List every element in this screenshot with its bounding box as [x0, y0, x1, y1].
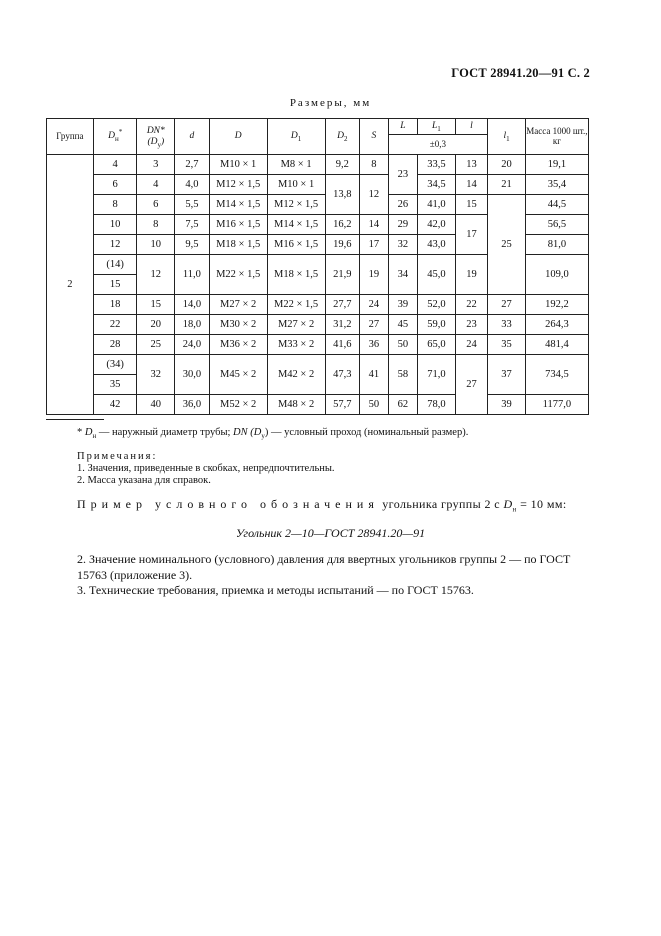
cell-S: 50	[360, 395, 388, 415]
col-L1-header: $L_1$	[418, 119, 456, 135]
cell-mass: 1177,0	[525, 395, 588, 415]
cell-d: 9,5	[175, 235, 210, 255]
cell-mass: 44,5	[525, 195, 588, 215]
cell-D1: M16 × 1,5	[267, 235, 325, 255]
cell-l: 15	[455, 195, 488, 215]
cell-D2: 19,6	[325, 235, 360, 255]
col-D2-header: $D_2$	[325, 119, 360, 155]
cell-L: 62	[388, 395, 417, 415]
col-D1-header: $D_1$	[267, 119, 325, 155]
cell-L1: 78,0	[418, 395, 456, 415]
footnote-divider	[46, 419, 104, 420]
table-row	[47, 195, 589, 215]
cell-S: 41	[360, 355, 388, 395]
cell-S: 8	[360, 155, 388, 175]
cell-S: 14	[360, 215, 388, 235]
cell-l1: 20	[488, 155, 526, 175]
cell-D1: M22 × 1,5	[267, 295, 325, 315]
cell-l: 22	[455, 295, 488, 315]
cell-L1: 65,0	[418, 335, 456, 355]
cell-d: 11,0	[175, 255, 210, 295]
cell-D2: 21,9	[325, 255, 360, 295]
cell-S: 19	[360, 255, 388, 295]
cell-D2: 27,7	[325, 295, 360, 315]
cell-D2: 31,2	[325, 315, 360, 335]
cell-dn: 20	[137, 315, 175, 335]
cell-dn: 40	[137, 395, 175, 415]
cell-dn-outer: 15	[93, 275, 137, 295]
cell-d: 24,0	[175, 335, 210, 355]
cell-d: 18,0	[175, 315, 210, 335]
cell-D: M36 × 2	[209, 335, 267, 355]
cell-D1: M42 × 2	[267, 355, 325, 395]
cell-S: 36	[360, 335, 388, 355]
cell-S: 17	[360, 235, 388, 255]
cell-D: M27 × 2	[209, 295, 267, 315]
cell-dn-outer: (14)	[93, 255, 137, 275]
cell-S: 12	[360, 175, 388, 215]
designation-example: Пример условного обозначения угольника группы 2 с $D_н = 10$ мм:	[77, 497, 567, 514]
cell-mass: 734,5	[525, 355, 588, 395]
cell-D2: 57,7	[325, 395, 360, 415]
cell-D1: M33 × 2	[267, 335, 325, 355]
cell-mass: 192,2	[525, 295, 588, 315]
cell-l1: 21	[488, 175, 526, 195]
cell-d: 30,0	[175, 355, 210, 395]
cell-D: M14 × 1,5	[209, 195, 267, 215]
cell-dn-outer: 35	[93, 375, 137, 395]
cell-D: M52 × 2	[209, 395, 267, 415]
cell-D: M18 × 1,5	[209, 235, 267, 255]
cell-D: M16 × 1,5	[209, 215, 267, 235]
page-header: ГОСТ 28941.20—91 С. 2	[451, 66, 590, 80]
cell-L1: 45,0	[418, 255, 456, 295]
cell-l: 24	[455, 335, 488, 355]
cell-dn: 6	[137, 195, 175, 215]
cell-dn: 10	[137, 235, 175, 255]
tolerance-header: ±0,3	[388, 135, 488, 155]
col-dn-outer-header: $D_н^*$	[93, 119, 137, 155]
cell-l1: 35	[488, 335, 526, 355]
cell-dn: 4	[137, 175, 175, 195]
cell-dn: 12	[137, 255, 175, 295]
cell-L: 34	[388, 255, 417, 295]
cell-L: 29	[388, 215, 417, 235]
cell-dn-outer: 28	[93, 335, 137, 355]
cell-l1: 33	[488, 315, 526, 335]
paragraph-pressure: 2. Значение номинального (условного) давления для ввертных угольников группы 2 — по ГОСТ 15763 (приложение 3).	[77, 552, 571, 582]
note-item: 2. Масса указана для справок.	[77, 475, 211, 486]
cell-dn-outer: 18	[93, 295, 137, 315]
designation-formula: Угольник 2—10—ГОСТ 28941.20—91	[235, 526, 426, 540]
cell-d: 36,0	[175, 395, 210, 415]
col-L-header: L	[388, 119, 417, 135]
cell-D2: 13,8	[325, 175, 360, 215]
table-row	[47, 315, 589, 335]
cell-dn-outer: 4	[93, 155, 137, 175]
cell-L1: 33,5	[418, 155, 456, 175]
cell-l1: 37	[488, 355, 526, 395]
cell-L1: 71,0	[418, 355, 456, 395]
cell-d: 5,5	[175, 195, 210, 215]
cell-l: 27	[455, 355, 488, 415]
cell-L1: 43,0	[418, 235, 456, 255]
table-row	[47, 295, 589, 315]
cell-L1: 52,0	[418, 295, 456, 315]
cell-D2: 41,6	[325, 335, 360, 355]
cell-dn: 25	[137, 335, 175, 355]
cell-mass: 481,4	[525, 335, 588, 355]
cell-D: M45 × 2	[209, 355, 267, 395]
col-group-header: Группа	[47, 119, 94, 155]
col-D-header: D	[209, 119, 267, 155]
cell-D: M12 × 1,5	[209, 175, 267, 195]
cell-D1: M8 × 1	[267, 155, 325, 175]
cell-D1: M12 × 1,5	[267, 195, 325, 215]
cell-d: 14,0	[175, 295, 210, 315]
table-row	[47, 355, 589, 375]
cell-L1: 34,5	[418, 175, 456, 195]
cell-mass: 56,5	[525, 215, 588, 235]
cell-L: 32	[388, 235, 417, 255]
table-row	[47, 175, 589, 195]
table-row	[47, 155, 589, 175]
cell-L: 45	[388, 315, 417, 335]
cell-D2: 9,2	[325, 155, 360, 175]
cell-dn: 8	[137, 215, 175, 235]
cell-l: 13	[455, 155, 488, 175]
cell-L: 39	[388, 295, 417, 315]
cell-D1: M14 × 1,5	[267, 215, 325, 235]
cell-l: 19	[455, 255, 488, 295]
cell-d: 4,0	[175, 175, 210, 195]
cell-D: M22 × 1,5	[209, 255, 267, 295]
cell-mass: 109,0	[525, 255, 588, 295]
notes-title: Примечания:	[77, 451, 158, 462]
cell-mass: 264,3	[525, 315, 588, 335]
col-l1-header: $l_1$	[488, 119, 526, 155]
group-cell: 2	[47, 155, 94, 415]
cell-L: 23	[388, 155, 417, 195]
table-caption: Размеры, мм	[289, 97, 372, 109]
cell-D2: 16,2	[325, 215, 360, 235]
col-d-header: d	[175, 119, 210, 155]
cell-l1: 27	[488, 295, 526, 315]
cell-S: 27	[360, 315, 388, 335]
cell-d: 2,7	[175, 155, 210, 175]
cell-l: 23	[455, 315, 488, 335]
cell-dn: 32	[137, 355, 175, 395]
cell-dn-outer: 6	[93, 175, 137, 195]
cell-l: 17	[455, 215, 488, 255]
cell-mass: 35,4	[525, 175, 588, 195]
col-dn-header: DN* $(D_у)$	[137, 119, 175, 155]
cell-D1: M18 × 1,5	[267, 255, 325, 295]
footnote: * $D_н$ — наружный диаметр трубы; DN $(D_у)$ — условный проход (номинальный размер).	[77, 427, 469, 441]
table-row	[47, 335, 589, 355]
note-item: 1. Значения, приведенные в скобках, непредпочтительны.	[77, 463, 335, 474]
cell-L: 58	[388, 355, 417, 395]
cell-L1: 42,0	[418, 215, 456, 235]
col-mass-header: Масса 1000 шт., кг	[525, 119, 588, 155]
cell-D2: 47,3	[325, 355, 360, 395]
cell-L1: 59,0	[418, 315, 456, 335]
paragraph-requirements: 3. Технические требования, приемка и методы испытаний — по ГОСТ 15763.	[77, 583, 474, 597]
cell-mass: 81,0	[525, 235, 588, 255]
cell-D: M10 × 1	[209, 155, 267, 175]
cell-S: 24	[360, 295, 388, 315]
cell-d: 7,5	[175, 215, 210, 235]
cell-D: M30 × 2	[209, 315, 267, 335]
cell-dn-outer: 8	[93, 195, 137, 215]
cell-dn-outer: 12	[93, 235, 137, 255]
cell-dn-outer: 42	[93, 395, 137, 415]
cell-L: 26	[388, 195, 417, 215]
cell-D1: M48 × 2	[267, 395, 325, 415]
cell-l: 14	[455, 175, 488, 195]
cell-l1: 25	[488, 195, 526, 295]
cell-dn-outer: (34)	[93, 355, 137, 375]
cell-L1: 41,0	[418, 195, 456, 215]
table-row	[47, 395, 589, 415]
cell-D1: M27 × 2	[267, 315, 325, 335]
col-S-header: S	[360, 119, 388, 155]
cell-mass: 19,1	[525, 155, 588, 175]
cell-dn: 3	[137, 155, 175, 175]
cell-D1: M10 × 1	[267, 175, 325, 195]
cell-dn-outer: 10	[93, 215, 137, 235]
cell-L: 50	[388, 335, 417, 355]
cell-dn-outer: 22	[93, 315, 137, 335]
col-l-header: l	[455, 119, 488, 135]
dimensions-table	[46, 118, 589, 415]
cell-dn: 15	[137, 295, 175, 315]
cell-l1: 39	[488, 395, 526, 415]
